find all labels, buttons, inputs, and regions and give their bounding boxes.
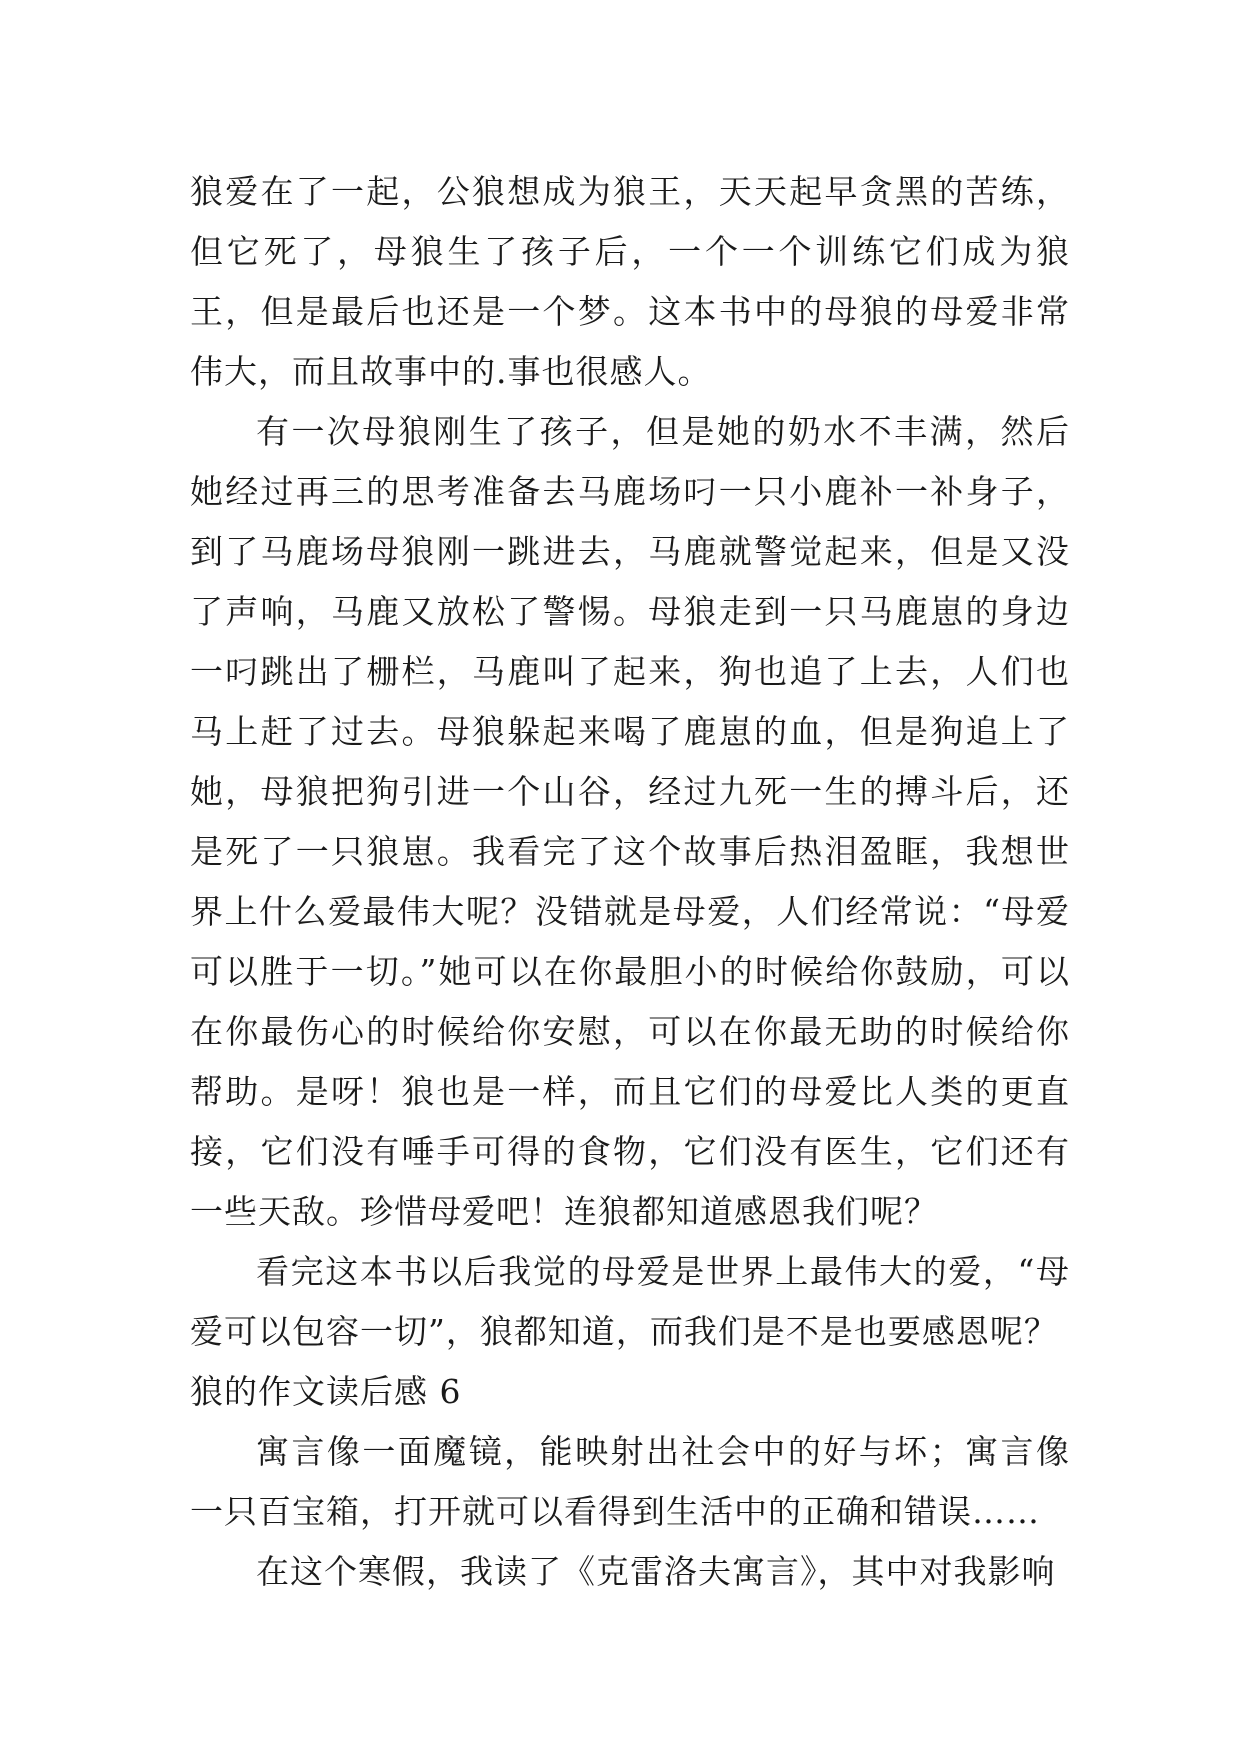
paragraph-1: 狼爱在了一起，公狼想成为狼王，天天起早贪黑的苦练，但它死了，母狼生了孩子后，一个一个训练它们成为狼王，但是最后也还是一个梦。这本书中的母狼的母爱非常伟大，而且故事中的.事也很感人。 xyxy=(190,172,1070,391)
section-paragraph-1: 寓言像一面魔镜，能映射出社会中的好与坏；寓言像一只百宝箱，打开就可以看得到生活中的正确和错误…… xyxy=(190,1432,1070,1531)
document-body xyxy=(190,162,1070,1602)
section-paragraph-2: 在这个寒假，我读了《克雷洛夫寓言》，其中对我影响 xyxy=(256,1552,1056,1591)
paragraph-2: 有一次母狼刚生了孩子，但是她的奶水不丰满，然后她经过再三的思考准备去马鹿场叼一只小鹿补一补身子，到了马鹿场母狼刚一跳进去，马鹿就警觉起来，但是又没了声响，马鹿又放松了警惕。母狼走到一只马鹿崽的身边一叼跳出了栅栏，马鹿叫了起来，狗也追了上去，人们也马上赶了过去。母狼躲起来喝了鹿崽的血，但是狗追上了她，母狼把狗引进一个山谷，经过九死一生的搏斗后，还是死了一只狼崽。我看完了这个故事后热泪盈眶，我想世界上什么爱最伟大呢？没错就是母爱，人们经常说：“母爱可以胜于一切。”她可以在你最胆小的时候给你鼓励，可以在你最伤心的时候给你安慰，可以在你最无助的时候给你帮助。是呀！狼也是一样，而且它们的母爱比人类的更直接，它们没有唾手可得的食物，它们没有医生，它们还有一些天敌。珍惜母爱吧！连狼都知道感恩我们呢？ xyxy=(190,412,1070,1231)
paragraph-3: 看完这本书以后我觉的母爱是世界上最伟大的爱，“母爱可以包容一切”，狼都知道，而我们是不是也要感恩呢？ xyxy=(190,1252,1070,1351)
section-heading: 狼的作文读后感 6 xyxy=(190,1372,462,1411)
